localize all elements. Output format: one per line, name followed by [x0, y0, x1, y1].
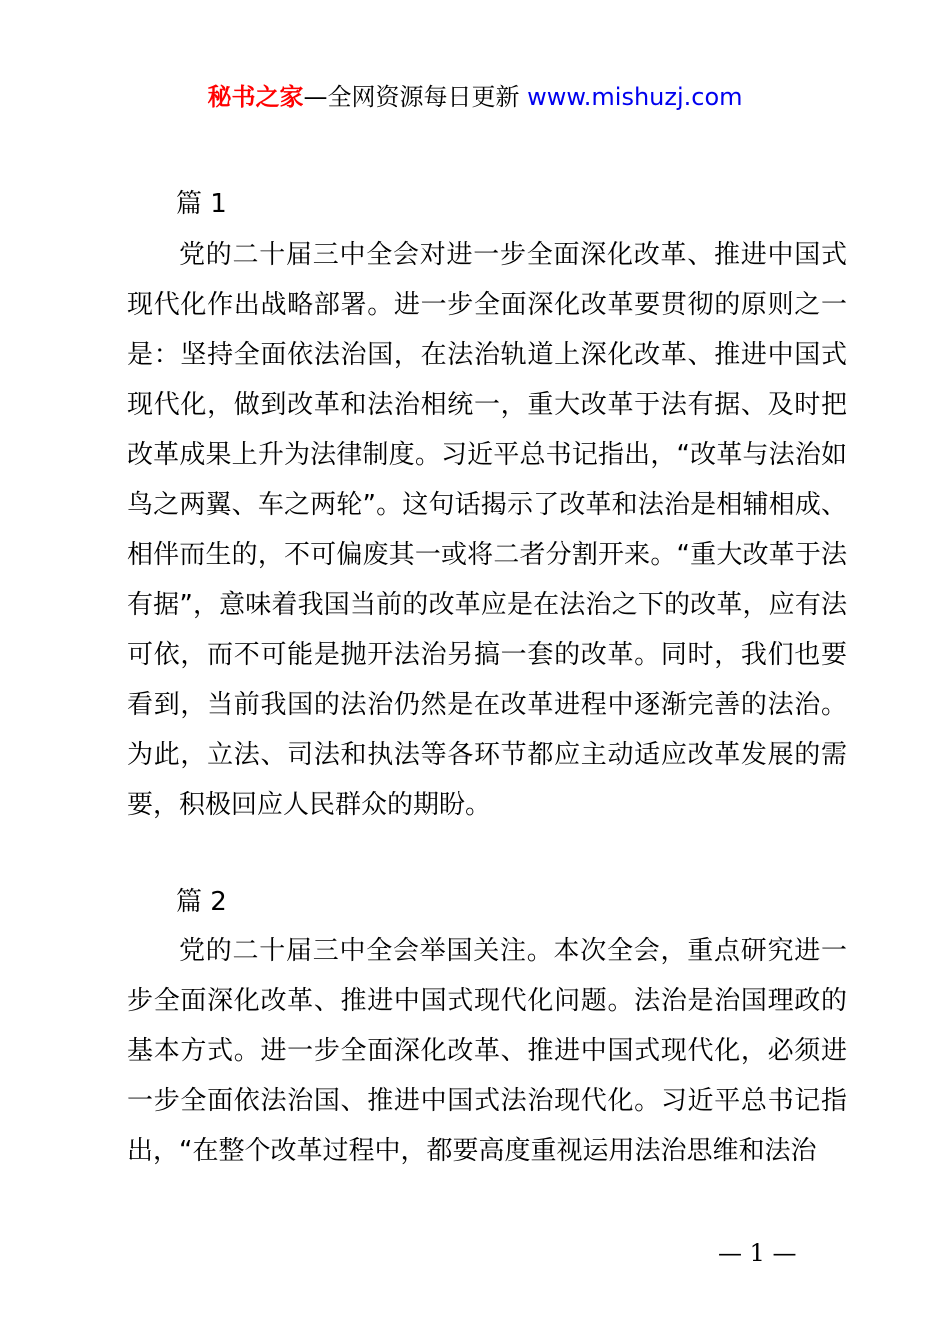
- header-tagline: —全网资源每日更新: [303, 83, 520, 111]
- site-header: [0, 80, 950, 114]
- section-2-body: [127, 926, 847, 1176]
- section-1-paragraph: 党的二十届三中全会对进一步全面深化改革、推进中国式现代化作出战略部署。进一步全面深化改革要贯彻的原则之一是：坚持全面依法治国，在法治轨道上深化改革、推进中国式现代化，做到改革和法治相统一，重大改革于法有据、及时把改革成果上升为法律制度。习近平总书记指出，“改革与法治如鸟之两翼、车之两轮”。这句话揭示了改革和法治是相辅相成、相伴而生的，不可偏废其一或将二者分割开来。“重大改革于法有据”，意味着我国当前的改革应是在法治之下的改革，应有法可依，而不可能是抛开法治另搞一套的改革。同时，我们也要看到，当前我国的法治仍然是在改革进程中逐渐完善的法治。为此，立法、司法和执法等各环节都应主动适应改革发展的需要，积极回应人民群众的期盼。: [127, 240, 847, 820]
- section-1-heading: 篇 1: [176, 189, 227, 219]
- section-2-heading: 篇 2: [176, 887, 227, 917]
- brand-name: 秘书之家: [207, 83, 304, 111]
- site-url-link[interactable]: www.mishuzj.com: [527, 83, 743, 111]
- section-2-paragraph: 党的二十届三中全会举国关注。本次全会，重点研究进一步全面深化改革、推进中国式现代化问题。法治是治国理政的基本方式。进一步全面深化改革、推进中国式现代化，必须进一步全面依法治国、推进中国式法治现代化。习近平总书记指出，“在整个改革过程中，都要高度重视运用法治思维和法治: [127, 936, 847, 1166]
- section-1-body: [127, 230, 847, 830]
- page-number: — 1 —: [718, 1239, 797, 1267]
